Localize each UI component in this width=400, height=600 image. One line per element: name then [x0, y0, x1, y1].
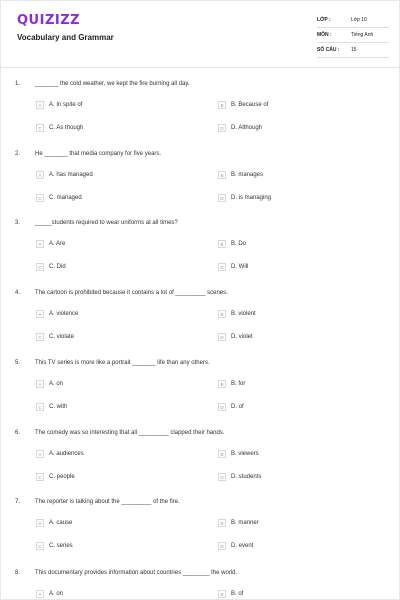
- option-text: A. In spite of: [49, 102, 83, 108]
- option-box: B: [218, 101, 226, 109]
- question-text: This documentary provides information about countries ________ the world.: [35, 570, 238, 576]
- option-text: D. Although: [231, 125, 263, 131]
- option-text: C. managed: [49, 195, 82, 201]
- option-text: B. manner: [231, 520, 259, 526]
- option-text: B. Because of: [231, 102, 269, 108]
- question-number: 1.: [15, 81, 21, 87]
- question-text: The cartoon is prohibited because it contains a lot of _________ scenes.: [35, 290, 228, 296]
- option-box: A: [36, 171, 44, 179]
- option-box: C: [36, 333, 44, 341]
- option-box: D: [218, 403, 226, 411]
- option-box: D: [218, 333, 226, 341]
- option-text: B. of: [231, 591, 244, 597]
- option-text: A. on: [49, 381, 64, 387]
- option-b[interactable]: [218, 101, 268, 109]
- option-box: C: [36, 263, 44, 271]
- option-text: A. cause: [49, 520, 73, 526]
- question-number: 7.: [15, 499, 21, 505]
- option-text: B. viewers: [231, 451, 259, 457]
- option-b[interactable]: [218, 171, 263, 179]
- question-number: 5.: [15, 360, 21, 366]
- option-d[interactable]: [218, 194, 271, 202]
- option-d[interactable]: [218, 333, 253, 341]
- option-box: B: [218, 380, 226, 388]
- meta-row-count: [317, 43, 389, 58]
- option-box: A: [36, 590, 44, 598]
- option-a[interactable]: [36, 380, 63, 388]
- option-box: D: [218, 263, 226, 271]
- option-text: A. Are: [49, 241, 66, 247]
- option-box: A: [36, 101, 44, 109]
- question-number: 4.: [15, 290, 21, 296]
- question-text: This TV series is more like a portrait _______ life than any others.: [35, 360, 210, 366]
- meta-value: Tiếng Anh: [351, 32, 374, 38]
- option-box: A: [36, 450, 44, 458]
- option-text: D. violet: [231, 334, 253, 340]
- option-text: D. of: [231, 404, 244, 410]
- option-d[interactable]: [218, 403, 244, 411]
- option-text: A. has managed: [49, 172, 93, 178]
- option-d[interactable]: [218, 263, 248, 271]
- worksheet-title: Vocabulary and Grammar: [17, 33, 114, 42]
- option-c[interactable]: [36, 542, 73, 550]
- option-text: B. for: [231, 381, 246, 387]
- option-text: A. violence: [49, 311, 79, 317]
- meta-row-grade: [317, 13, 389, 28]
- option-box: C: [36, 194, 44, 202]
- option-a[interactable]: [36, 101, 82, 109]
- option-text: C. Did: [49, 264, 66, 270]
- option-b[interactable]: [218, 590, 243, 598]
- option-text: C. people: [49, 474, 75, 480]
- option-box: D: [218, 542, 226, 550]
- option-b[interactable]: [218, 310, 256, 318]
- question-number: 3.: [15, 220, 21, 226]
- option-box: A: [36, 519, 44, 527]
- option-a[interactable]: [36, 519, 72, 527]
- option-text: A. on: [49, 591, 64, 597]
- header-divider: [1, 67, 400, 68]
- question-text: The comedy was so interesting that all _________ clapped their hands.: [35, 430, 225, 436]
- option-text: D. event: [231, 543, 254, 549]
- option-box: C: [36, 124, 44, 132]
- quizizz-logo: QUIZIZZ: [17, 13, 81, 28]
- option-d[interactable]: [218, 542, 253, 550]
- meta-label: MÔN :: [317, 32, 332, 38]
- option-box: A: [36, 240, 44, 248]
- question-text: He _______ that media company for five years.: [35, 151, 162, 157]
- option-text: C. As though: [49, 125, 84, 131]
- option-c[interactable]: [36, 194, 82, 202]
- option-box: D: [218, 124, 226, 132]
- option-c[interactable]: [36, 473, 75, 481]
- question-text: _____students required to wear uniforms at all times?: [35, 220, 178, 226]
- meta-table: [317, 13, 389, 58]
- option-text: D. Will: [231, 264, 249, 270]
- option-a[interactable]: [36, 450, 84, 458]
- option-b[interactable]: [218, 519, 259, 527]
- option-text: D. is managing: [231, 195, 272, 201]
- question-number: 2.: [15, 151, 21, 157]
- option-text: C. series: [49, 543, 73, 549]
- option-text: C. with: [49, 404, 68, 410]
- option-text: B. manages: [231, 172, 264, 178]
- option-a[interactable]: [36, 310, 78, 318]
- option-c[interactable]: [36, 124, 83, 132]
- meta-row-subject: [317, 28, 389, 43]
- option-box: B: [218, 310, 226, 318]
- option-box: A: [36, 380, 44, 388]
- option-box: C: [36, 403, 44, 411]
- meta-value: 15: [351, 47, 357, 53]
- option-text: A. audiences: [49, 451, 84, 457]
- option-box: B: [218, 519, 226, 527]
- question-number: 8.: [15, 570, 21, 576]
- option-d[interactable]: [218, 124, 262, 132]
- option-box: D: [218, 473, 226, 481]
- option-a[interactable]: [36, 171, 93, 179]
- option-box: B: [218, 450, 226, 458]
- option-box: D: [218, 194, 226, 202]
- option-box: C: [36, 542, 44, 550]
- option-text: B. violent: [231, 311, 256, 317]
- option-c[interactable]: [36, 403, 67, 411]
- option-d[interactable]: [218, 473, 261, 481]
- option-text: B. Do: [231, 241, 247, 247]
- meta-value: Lớp 10: [351, 17, 367, 23]
- question-number: 6.: [15, 430, 21, 436]
- option-box: C: [36, 473, 44, 481]
- option-c[interactable]: [36, 263, 66, 271]
- question-text: _______ the cold weather, we kept the fire burning all day.: [35, 81, 190, 87]
- option-box: B: [218, 171, 226, 179]
- meta-label: LỚP :: [317, 17, 331, 23]
- option-b[interactable]: [218, 240, 246, 248]
- option-box: B: [218, 590, 226, 598]
- question-text: The reporter is talking about the _________ of the fire.: [35, 499, 180, 505]
- option-a[interactable]: [36, 240, 65, 248]
- meta-label: SỐ CÂU :: [317, 47, 340, 53]
- option-box: A: [36, 310, 44, 318]
- option-b[interactable]: [218, 380, 245, 388]
- option-b[interactable]: [218, 450, 259, 458]
- option-text: D. students: [231, 474, 262, 480]
- option-box: B: [218, 240, 226, 248]
- option-text: C. violate: [49, 334, 75, 340]
- option-a[interactable]: [36, 590, 63, 598]
- option-c[interactable]: [36, 333, 74, 341]
